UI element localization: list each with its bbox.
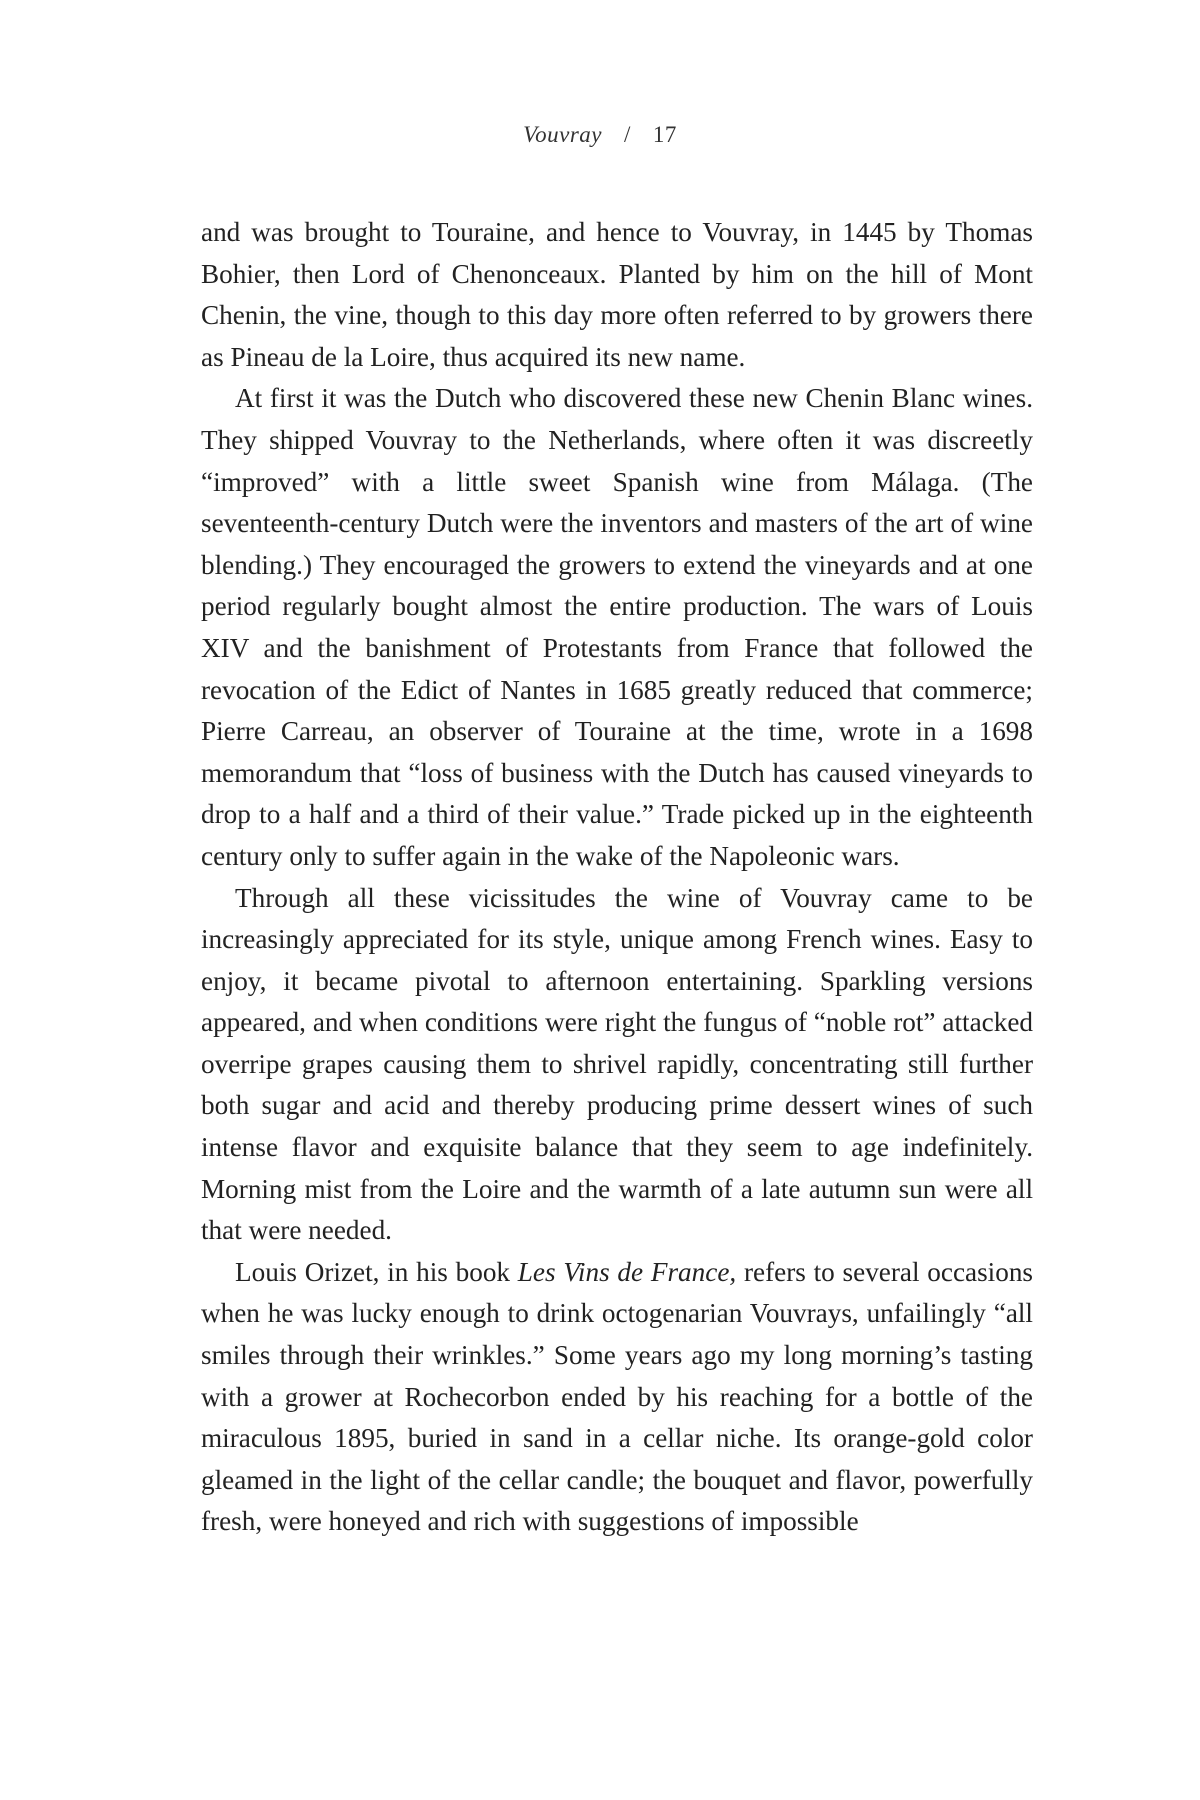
paragraph-dutch-trade: At first it was the Dutch who discovered these new Chenin Blanc wines. They shipped Vouvray to the Netherlands, where often it was discreetly “improved” with a little sweet Spanish wine from Málaga. (The seventeenth-century Dutch were the inventors and masters of the art of wine blending.) They encouraged the growers to extend the vineyards and at one period regularly bought almost the entire production. The wars of Louis XIV and the banishment of Protestants from France that followed the revocation of the Edict of Nantes in 1685 greatly reduced that commerce; Pierre Carreau, an observer of Touraine at the time, wrote in a 1698 memorandum that “loss of business with the Dutch has caused vineyards to drop to a half and a third of their value.” Trade picked up in the eighteenth century only to suffer again in the wake of the Napoleonic wars. <box>201 383 1033 871</box>
paragraph-orizet <box>201 1252 1033 1543</box>
body-text <box>201 212 1033 1543</box>
running-head <box>0 122 1200 148</box>
running-head-title: Vouvray <box>523 122 602 147</box>
running-head-separator: / <box>623 122 631 147</box>
paragraph-orizet-rest: refers to several occasions when he was lucky enough to drink octogenarian Vouvrays, unfailingly “all smiles through their wrinkles.” Some years ago my long morning’s tasting with a grower at Rochecorbon ended by his reaching for a bottle of the miraculous 1895, buried in sand in a cellar niche. Its orange-gold color gleamed in the light of the cellar candle; the bouquet and flavor, powerfully fresh, were honeyed and rich with suggestions of impossible <box>201 1256 1033 1537</box>
paragraph-orizet-lead: Louis Orizet, in his book <box>235 1256 518 1287</box>
page-number: 17 <box>652 122 677 147</box>
paragraph-vicissitudes: Through all these vicissitudes the wine of Vouvray came to be increasingly appreciated for its style, unique among French wines. Easy to enjoy, it became pivotal to afternoon entertaining. Sparkling versions appeared, and when conditions were right the fungus of “noble rot” attacked overripe grapes causing them to shrivel rapidly, concentrating still further both sugar and acid and thereby producing prime dessert wines of such intense flavor and exquisite balance that they seem to age indefinitely. Morning mist from the Loire and the warmth of a late autumn sun were all that were needed. <box>201 882 1033 1246</box>
book-title: Les Vins de France, <box>517 1256 737 1287</box>
paragraph-continued: and was brought to Touraine, and hence to Vouvray, in 1445 by Thomas Bohier, then Lord of Chenonceaux. Planted by him on the hill of Mont Chenin, the vine, though to this day more often referred to by growers there as Pineau de la Loire, thus acquired its new name. <box>201 217 1033 372</box>
